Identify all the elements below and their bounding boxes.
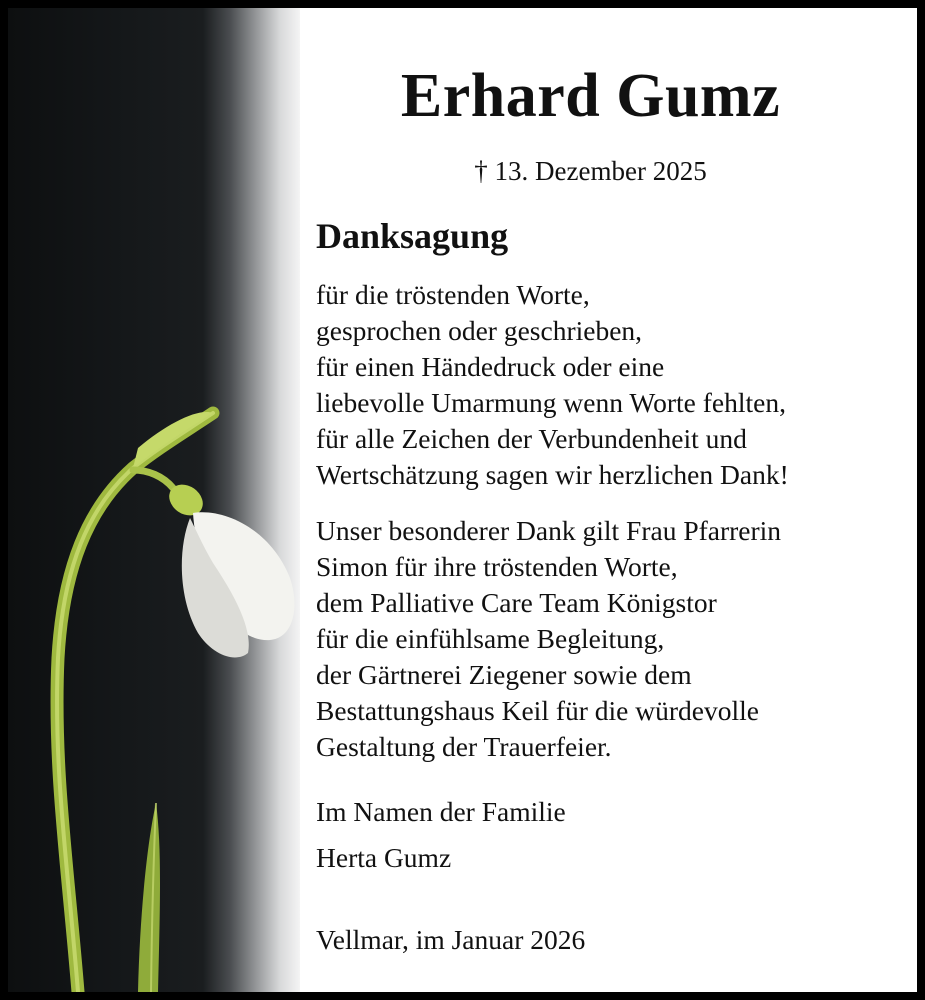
text-line: dem Palliative Care Team Königstor [316, 587, 717, 618]
text-line: gesprochen oder geschrieben, [316, 315, 643, 346]
thanks-paragraph [316, 277, 789, 493]
on-behalf-line: Im Namen der Familie [316, 796, 566, 827]
death-date: † 13. Dezember 2025 [474, 156, 707, 186]
deceased-name: Erhard Gumz [400, 62, 781, 130]
text-line: für alle Zeichen der Verbundenheit und [316, 423, 747, 454]
text-line: Bestattungshaus Keil für die würdevolle [316, 695, 759, 726]
snowdrop-flower-illustration [8, 8, 300, 992]
signer-name: Herta Gumz [316, 842, 452, 873]
special-thanks-paragraph [316, 513, 781, 765]
text-line: für einen Händedruck oder eine [316, 351, 665, 382]
notice-heading: Danksagung [316, 216, 509, 256]
place-and-date: Vellmar, im Januar 2026 [316, 924, 586, 955]
text-line: der Gärtnerei Ziegener sowie dem [316, 659, 692, 690]
text-line: Simon für ihre tröstenden Worte, [316, 551, 678, 582]
text-line: liebevolle Umarmung wenn Worte fehlten, [316, 387, 786, 418]
snowdrop-photo [8, 8, 300, 992]
notice-text [308, 8, 917, 992]
text-line: Unser besonderer Dank gilt Frau Pfarrerin [316, 515, 782, 546]
text-line: für die tröstenden Worte, [316, 279, 590, 310]
text-line: Gestaltung der Trauerfeier. [316, 731, 612, 762]
text-line: für die einfühlsame Begleitung, [316, 623, 665, 654]
text-line: Wertschätzung sagen wir herzlichen Dank! [316, 459, 789, 490]
second-leaf [138, 803, 160, 992]
